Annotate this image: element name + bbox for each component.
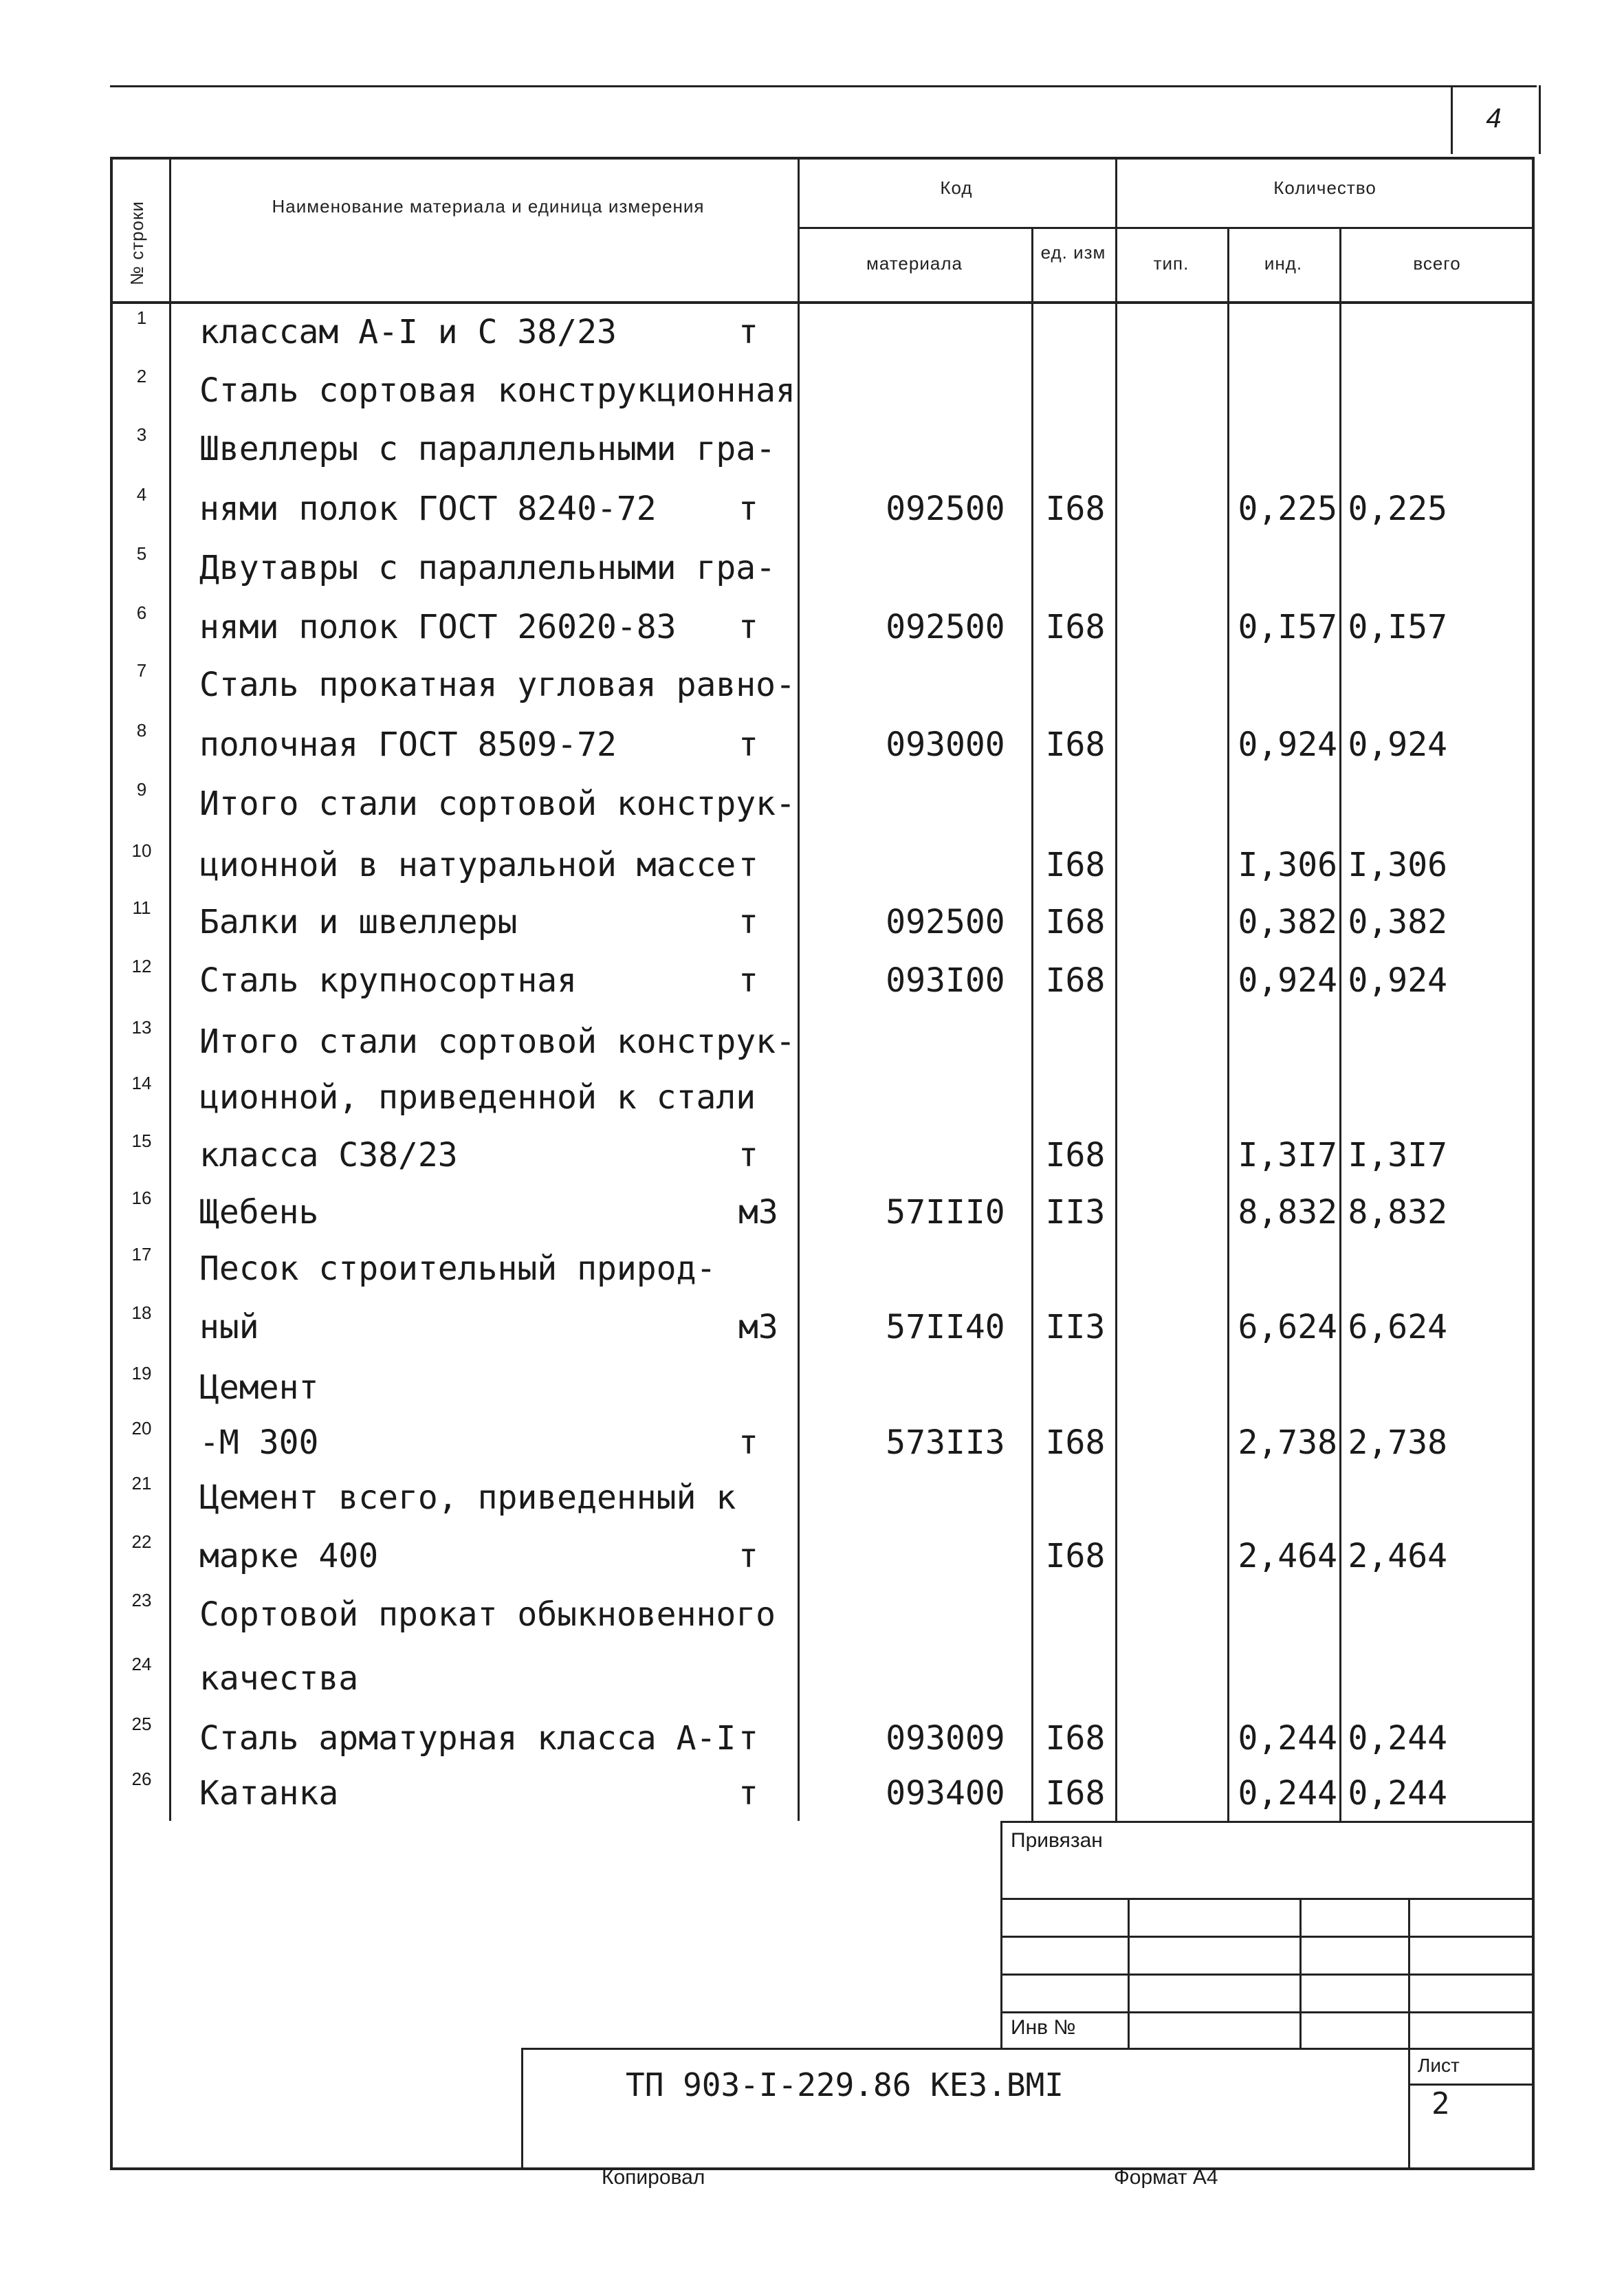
row-name: Сталь крупносортная <box>199 961 578 1000</box>
row-unit: м3 <box>738 1193 778 1232</box>
row-unit: т <box>738 961 758 1000</box>
row-ind: 2,738 <box>1238 1423 1337 1462</box>
row-ind: 0,382 <box>1238 903 1337 941</box>
document-code: ТП 903-I-229.86 КЕЗ.ВМI <box>626 2066 1064 2103</box>
row-code: 092500 <box>886 903 1005 941</box>
row-name: класса С38/23 <box>199 1136 458 1174</box>
row-unit: т <box>738 1423 758 1462</box>
row-name: Балки и швеллеры <box>199 903 518 941</box>
row-unit: т <box>738 1136 758 1174</box>
row-number: 13 <box>131 1017 152 1038</box>
row-unit: т <box>738 1774 758 1813</box>
stamp-sheet-number: 2 <box>1431 2086 1450 2121</box>
row-name: Катанка <box>199 1774 339 1813</box>
row-ed-izm: I68 <box>1045 1537 1106 1575</box>
row-code: 092500 <box>886 490 1005 528</box>
row-ed-izm: I68 <box>1045 846 1106 884</box>
stamp-inv-no: Инв № <box>1011 2016 1076 2039</box>
row-ed-izm: II3 <box>1045 1308 1106 1346</box>
row-name: Швеллеры с параллельными гра- <box>199 430 776 468</box>
header-row-no <box>110 165 169 296</box>
row-ed-izm: I68 <box>1045 1423 1106 1462</box>
row-ind: 6,624 <box>1238 1308 1337 1346</box>
row-ed-izm: I68 <box>1045 903 1106 941</box>
row-number: 25 <box>131 1714 152 1734</box>
row-code: 57III0 <box>886 1193 1005 1232</box>
row-ind: 0,924 <box>1238 725 1337 764</box>
row-number: 7 <box>136 660 147 681</box>
row-number: 12 <box>131 956 152 976</box>
row-code: 093I00 <box>886 961 1005 1000</box>
row-number: 4 <box>136 484 147 505</box>
header-code: Код <box>940 177 973 198</box>
row-name: полочная ГОСТ 8509-72 <box>199 725 617 764</box>
row-number: 24 <box>131 1654 152 1674</box>
row-ind: 0,225 <box>1238 490 1337 528</box>
row-total: 0,244 <box>1348 1719 1447 1758</box>
row-ed-izm: II3 <box>1045 1193 1106 1232</box>
row-name: ционной, приведенной к стали <box>199 1078 756 1117</box>
row-total: 2,464 <box>1348 1537 1447 1575</box>
footer-copied: Копировал <box>602 2166 705 2189</box>
row-number: 6 <box>136 602 147 623</box>
header-material: материала <box>866 253 963 274</box>
header-row-no-label: № строки <box>127 201 147 285</box>
row-number: 21 <box>131 1473 152 1494</box>
row-unit: м3 <box>738 1308 778 1346</box>
row-total: 0,225 <box>1348 490 1447 528</box>
row-name: качества <box>199 1659 359 1698</box>
row-name: Сталь сортовая конструкционная <box>199 371 795 410</box>
row-number: 2 <box>136 366 147 386</box>
row-number: 11 <box>132 897 151 918</box>
row-number: 23 <box>131 1590 152 1610</box>
row-number: 15 <box>131 1130 152 1151</box>
row-ed-izm: I68 <box>1045 608 1106 646</box>
row-name: Песок строительный природ- <box>199 1249 716 1288</box>
row-number: 9 <box>136 779 147 800</box>
row-ed-izm: I68 <box>1045 1774 1106 1813</box>
row-total: 6,624 <box>1348 1308 1447 1346</box>
row-number: 10 <box>131 840 152 861</box>
stamp-sheet-label: Лист <box>1418 2055 1460 2076</box>
row-name: Сталь прокатная угловая равно- <box>199 666 795 704</box>
row-name: Цемент <box>199 1368 319 1407</box>
row-ed-izm: I68 <box>1045 1136 1106 1174</box>
row-ed-izm: I68 <box>1045 725 1106 764</box>
row-ind: 0,I57 <box>1238 608 1337 646</box>
row-code: 093400 <box>886 1774 1005 1813</box>
row-ind: I,306 <box>1238 846 1337 884</box>
row-ind: 8,832 <box>1238 1193 1337 1232</box>
row-number: 3 <box>136 424 147 445</box>
row-number: 19 <box>131 1363 152 1384</box>
row-ed-izm: I68 <box>1045 961 1106 1000</box>
row-name: Цемент всего, приведенный к <box>199 1478 736 1517</box>
row-total: 2,738 <box>1348 1423 1447 1462</box>
row-total: 8,832 <box>1348 1193 1447 1232</box>
row-unit: т <box>738 903 758 941</box>
row-name: Итого стали сортовой конструк- <box>199 1023 795 1061</box>
row-ind: 0,244 <box>1238 1719 1337 1758</box>
row-name: нями полок ГОСТ 8240-72 <box>199 490 657 528</box>
row-number: 5 <box>136 543 147 564</box>
row-unit: т <box>738 608 758 646</box>
header-tip: тип. <box>1153 253 1189 274</box>
row-total: 0,244 <box>1348 1774 1447 1813</box>
top-rule <box>110 85 1537 87</box>
row-name: Сортовой прокат обыкновенного <box>199 1595 776 1634</box>
row-code: 092500 <box>886 608 1005 646</box>
row-unit: т <box>738 846 758 884</box>
row-name: Щебень <box>199 1193 319 1232</box>
row-total: 0,924 <box>1348 725 1447 764</box>
row-number: 26 <box>131 1769 152 1789</box>
row-unit: т <box>738 313 758 351</box>
header-all: всего <box>1413 253 1461 274</box>
row-code: 57II40 <box>886 1308 1005 1346</box>
row-total: 0,I57 <box>1348 608 1447 646</box>
page-number: 4 <box>1486 103 1502 133</box>
row-number: 18 <box>131 1302 152 1323</box>
row-ed-izm: I68 <box>1045 490 1106 528</box>
row-ind: I,3I7 <box>1238 1136 1337 1174</box>
row-name: ный <box>199 1308 259 1346</box>
row-number: 8 <box>136 720 147 741</box>
stamp-privyazan: Привязан <box>1011 1829 1103 1852</box>
row-number: 16 <box>131 1188 152 1208</box>
row-unit: т <box>738 490 758 528</box>
row-number: 22 <box>131 1531 152 1552</box>
row-unit: т <box>738 725 758 764</box>
row-name: Двутавры с параллельными гра- <box>199 549 776 587</box>
header-name: Наименование материала и единица измерения <box>272 196 705 217</box>
row-name: Сталь арматурная класса А-I <box>199 1719 736 1758</box>
row-name: нями полок ГОСТ 26020-83 <box>199 608 677 646</box>
row-total: I,3I7 <box>1348 1136 1447 1174</box>
header-ed-izm: ед. изм <box>1040 242 1106 263</box>
row-number: 14 <box>131 1073 152 1093</box>
row-ind: 0,924 <box>1238 961 1337 1000</box>
row-code: 093009 <box>886 1719 1005 1758</box>
row-ed-izm: I68 <box>1045 1719 1106 1758</box>
header-ind: инд. <box>1264 253 1303 274</box>
header-row-no-vertical-text <box>117 165 158 289</box>
row-total: 0,382 <box>1348 903 1447 941</box>
row-number: 20 <box>131 1418 152 1439</box>
row-name: Итого стали сортовой конструк- <box>199 785 795 823</box>
row-code: 093000 <box>886 725 1005 764</box>
row-ind: 2,464 <box>1238 1537 1337 1575</box>
row-name: ционной в натуральной массе <box>199 846 736 884</box>
row-number: 1 <box>136 307 147 328</box>
row-number: 17 <box>131 1244 152 1265</box>
row-unit: т <box>738 1719 758 1758</box>
row-name: марке 400 <box>199 1537 379 1575</box>
footer-format: Формат А4 <box>1114 2166 1218 2189</box>
row-unit: т <box>738 1537 758 1575</box>
row-total: I,306 <box>1348 846 1447 884</box>
row-ind: 0,244 <box>1238 1774 1337 1813</box>
row-code: 573II3 <box>886 1423 1005 1462</box>
row-name: классам А-I и С 38/23 <box>199 313 617 351</box>
row-name: -М 300 <box>199 1423 319 1462</box>
header-quantity: Количество <box>1273 177 1376 198</box>
row-total: 0,924 <box>1348 961 1447 1000</box>
